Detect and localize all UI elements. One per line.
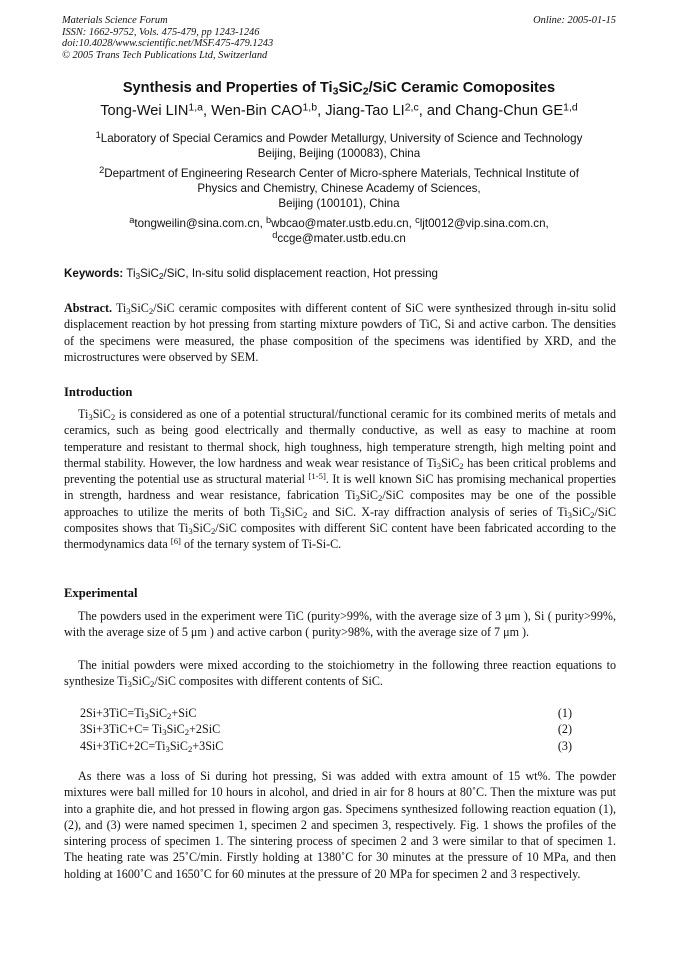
intro-text: SiC: [359, 488, 378, 503]
email-address[interactable]: ljt0012@vip.sina.com.cn,: [419, 217, 549, 230]
intro-sub: 2: [302, 509, 308, 520]
author-list: [30, 103, 648, 119]
intro-text: /SiC composites may be one of the possible approaches to utilize the merits of both Ti: [64, 488, 617, 519]
intro-sub: 3: [280, 509, 285, 520]
title-text: SiC: [338, 80, 363, 96]
issn-line: ISSN: 1662-9752, Vols. 475-479, pp 1243-1246: [62, 26, 260, 38]
citation-ref[interactable]: [1-5]: [308, 471, 326, 482]
affiliation-line: Beijing (100101), China: [278, 197, 400, 210]
keywords-text: SiC: [140, 267, 159, 280]
citation-ref[interactable]: [6]: [170, 536, 181, 547]
author-name: Jiang-Tao LI: [325, 103, 405, 119]
keywords-sub: 3: [135, 270, 141, 281]
exp-text: SiC: [131, 674, 151, 689]
author-sep: ,: [202, 103, 212, 119]
journal-header: [62, 15, 616, 61]
equation-number: (1): [557, 706, 572, 720]
abstract-text: Ti: [112, 301, 127, 315]
author-sep: , and: [418, 103, 456, 119]
equation-text: +3SiC: [192, 738, 224, 753]
email-block: [60, 216, 618, 246]
affiliation-text: Department of Engineering Research Center of Micro-sphere Materials, Technical Institute of: [104, 167, 579, 180]
title-text: Synthesis and Properties of Ti: [122, 80, 333, 96]
email-address[interactable]: tongweilin@sina.com.cn,: [134, 217, 267, 230]
email-sup: c: [415, 214, 420, 225]
introduction-paragraph: [64, 406, 616, 553]
intro-sub: 2: [459, 460, 464, 471]
keywords-sub: 2: [158, 270, 164, 281]
intro-text: SiC: [571, 504, 591, 519]
intro-sub: 2: [590, 509, 595, 520]
intro-sub: 2: [210, 525, 216, 536]
equation-row: [80, 705, 572, 721]
affiliation-2: [60, 166, 618, 211]
equation-text: +2SiC: [189, 722, 221, 737]
email-sup: b: [266, 214, 272, 225]
experimental-paragraph-1: The powders used in the experiment were TiC (purity>99%, with the average size of 3 μm ), Si ( purity>99%, with the average size of 5 μm ) and active carbon ( purity>98%, with the average size of 7 μm ).: [64, 609, 616, 640]
affiliation-line: Beijing, Beijing (100083), China: [257, 147, 421, 160]
intro-sub: 3: [88, 411, 93, 422]
experimental-heading: Experimental: [64, 586, 138, 600]
affiliation-line: Physics and Chemistry, Chinese Academy of Sciences,: [197, 182, 481, 195]
equation-sub: 2: [187, 743, 193, 754]
email-address[interactable]: ccge@mater.ustb.edu.cn: [277, 232, 406, 245]
keywords-text: Ti: [123, 267, 136, 280]
intro-sub: 3: [436, 460, 442, 471]
intro-sub: 2: [110, 411, 116, 422]
intro-text: SiC: [284, 504, 303, 519]
equation-row: [80, 721, 572, 737]
equation-number: (2): [557, 722, 572, 737]
intro-sub: 3: [355, 493, 360, 504]
intro-sub: 3: [567, 509, 572, 520]
journal-name: Materials Science Forum: [62, 15, 168, 26]
equation-sub: 3: [162, 727, 167, 738]
equation-row: [80, 738, 572, 754]
equation-text: 2Si+3TiC=Ti: [80, 706, 145, 720]
exp-text: /SiC composites with different contents of SiC.: [154, 674, 383, 689]
doi-line: doi:10.4028/www.scientific.net/MSF.475-479.1243: [62, 38, 274, 49]
equation-text: 3Si+3TiC+C= Ti: [80, 722, 163, 737]
intro-sub: 3: [188, 525, 193, 536]
email-address[interactable]: wbcao@mater.ustb.edu.cn,: [271, 217, 416, 230]
affiliation-text: Laboratory of Special Ceramics and Powder Metallurgy, University of Science and Technology: [100, 132, 583, 145]
exp-sub: 2: [150, 679, 155, 690]
introduction-heading: Introduction: [64, 385, 133, 399]
email-sup: d: [272, 229, 278, 240]
email-sup: a: [129, 214, 135, 225]
abstract-sub: 2: [148, 305, 154, 316]
experimental-paragraph-3: As there was a loss of Si during hot pressing, Si was added with extra amount of 15 wt%. The powder mixtures were ball milled for 10 hours in alcohol, and dried in air for 8 hours at 80˚C. Then the mixture was put into a graphite die, and hot pressed in flowing argon gas. Specimens synthesized following reaction equation (1), (2), and (3) were named specimen 1, specimen 2 and specimen 3, respectively. Fig. 1 shows the profiles of the sintering process of specimen 1. The sintering process of specimen 2 and 3 were similar to that of specimen 1. The heating rate was 25˚C/min. Firstly holding at 1380˚C for 30 minutes at the pressure of 10 MPa, and then holding at 1600˚C and 1650˚C for 60 minutes at the pressure of 20 MPa for specimen 2 and 3 respectively.: [64, 769, 616, 881]
equation-text: +SiC: [171, 706, 197, 720]
intro-text: /SiC composites shows that Ti: [64, 504, 617, 536]
email-line: [60, 216, 618, 231]
equation-text: 4Si+3TiC+2C=Ti: [80, 738, 166, 753]
abstract-label: Abstract.: [64, 301, 113, 315]
title-sub: 2: [362, 85, 369, 98]
exp-sub: 3: [127, 679, 132, 690]
abstract-text: /SiC ceramic composites with different content of SiC were synthesized through in-situ solid displacement reaction by hot pressing from starting mixture powders of TiC, Si and active carbon. The densities of the specimens were measured, the phase composition of the specimens was identified by XRD, and the microstructures were observed by SEM.: [64, 301, 616, 364]
intro-text: SiC: [192, 521, 211, 536]
author-name: Tong-Wei LIN: [100, 103, 189, 119]
affiliation-line: [60, 166, 618, 181]
abstract-paragraph: [64, 300, 616, 365]
author-name: Wen-Bin CAO: [211, 103, 303, 119]
online-date: Online: 2005-01-15: [533, 15, 616, 26]
affiliation-number: 1: [95, 129, 101, 140]
equation-sub: 3: [144, 710, 149, 721]
paper-title: [40, 80, 638, 96]
intro-text: SiC: [441, 455, 460, 470]
intro-text: Ti: [78, 407, 89, 421]
intro-text: has been critical problems and preventing the potential use as structural material: [64, 455, 617, 487]
equation-sub: 2: [167, 710, 172, 721]
author-sup: 1,a: [188, 101, 203, 114]
author-name: Chang-Chun GE: [455, 103, 564, 119]
equation-number: (3): [557, 738, 572, 753]
equation-text: SiC: [166, 722, 185, 737]
equation-sub: 2: [184, 727, 190, 738]
author-sup: 1,d: [563, 101, 578, 114]
equation-text: SiC: [148, 706, 168, 720]
abstract-text: SiC: [130, 301, 149, 315]
exp-text: The initial powders were mixed according to the stoichiometry in the following three reaction equations to synthesize Ti: [64, 658, 616, 689]
intro-text: is considered as one of a potential structural/functional ceramic for its combined merits of metals and ceramics, such as being good electrically and thermally conductive, as well as easy to machine at room temperature and resistant to thermal shock, high toughness, high temperature strength, high melting point and thermal stability. However, the low hardness and weak wear resistance of Ti: [64, 407, 616, 470]
reaction-equations: [80, 705, 572, 754]
keywords-line: [64, 267, 616, 280]
title-text: /SiC Ceramic Comoposites: [368, 80, 556, 96]
author-sep: ,: [317, 103, 326, 119]
intro-text: of the ternary system of Ti-Si-C.: [180, 537, 342, 552]
title-sub: 3: [332, 85, 339, 98]
copyright-line: © 2005 Trans Tech Publications Ltd, Switzerland: [62, 49, 268, 61]
intro-text: SiC: [92, 407, 111, 421]
intro-text: and SiC. X-ray diffraction analysis of series of Ti: [307, 504, 568, 519]
keywords-label: Keywords:: [64, 267, 124, 280]
intro-text: /SiC composites with different SiC content have been fabricated according to the thermodynamics data: [64, 521, 616, 552]
keywords-text: /SiC, In-situ solid displacement reaction, Hot pressing: [163, 267, 439, 280]
equation-text: SiC: [169, 738, 188, 753]
author-sup: 1,b: [302, 101, 318, 114]
affiliation-line: [60, 131, 618, 146]
author-sup: 2,c: [404, 101, 419, 114]
affiliation-1: [60, 131, 618, 161]
email-line: [60, 231, 618, 246]
intro-text: . It is well known SiC has promising mechanical properties in strength, hardness and wear resistance, fabrication Ti: [64, 472, 616, 503]
intro-sub: 2: [377, 493, 383, 504]
experimental-paragraph-2: [64, 657, 616, 690]
abstract-sub: 3: [126, 305, 131, 316]
affiliation-number: 2: [99, 164, 105, 175]
equation-sub: 3: [165, 743, 170, 754]
